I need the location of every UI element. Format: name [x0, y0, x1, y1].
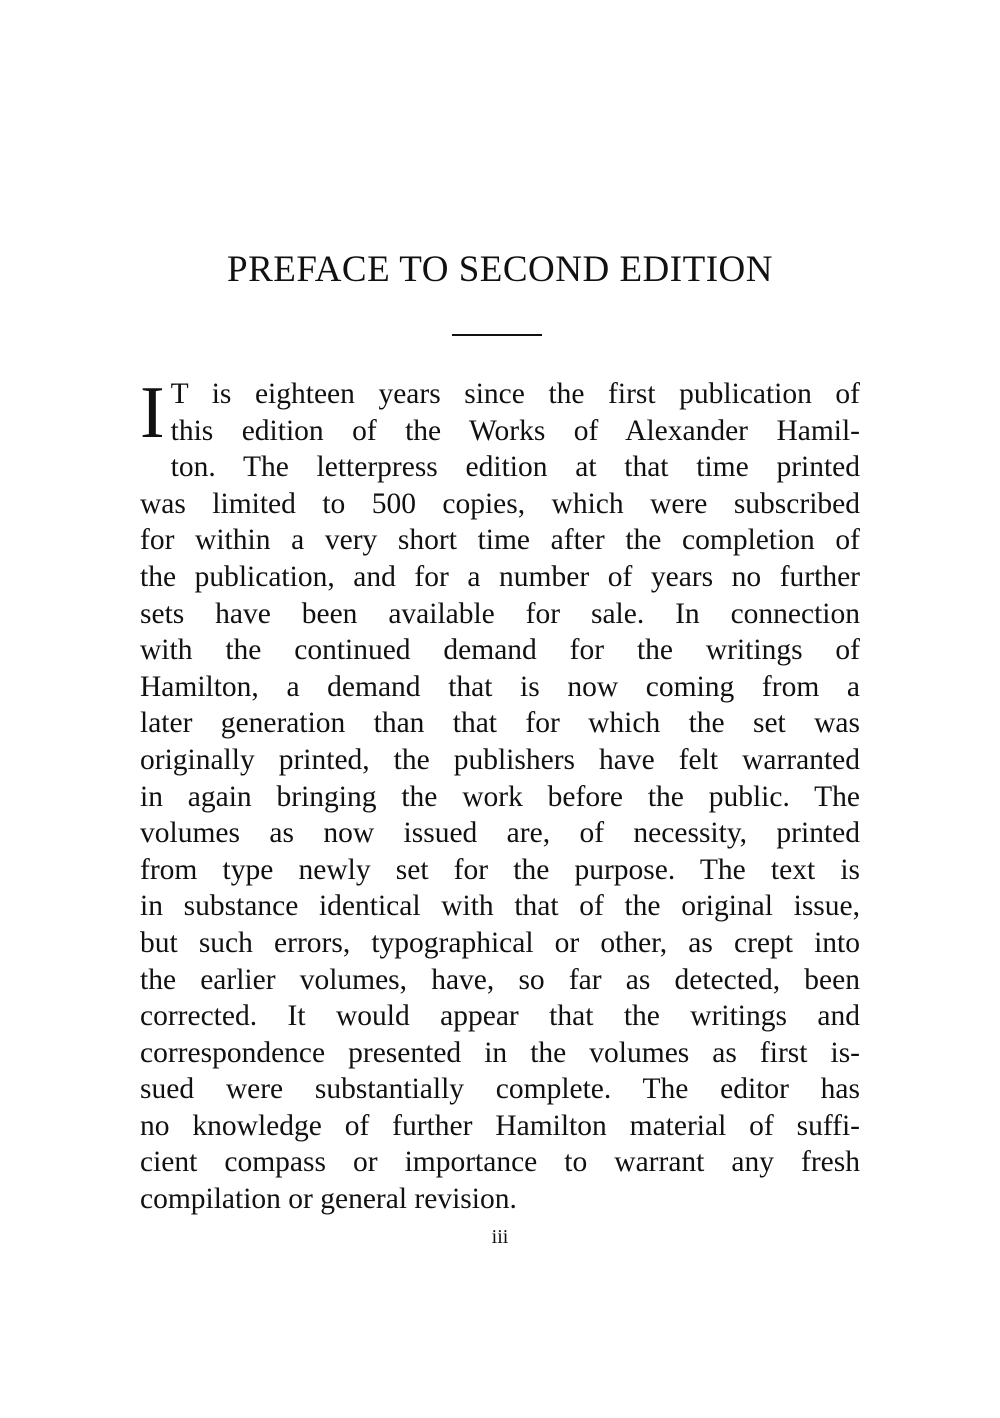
text-line: correspondence presented in the volumes as first is- — [140, 1036, 860, 1069]
text-line: the publication, and for a number of years no further — [140, 560, 860, 593]
page-number: iii — [491, 1226, 509, 1248]
text-line: but such errors, typographical or other, as crept into — [140, 926, 860, 959]
text-line: sued were substantially complete. The editor has — [140, 1073, 860, 1106]
text-line: this edition of the Works of Alexander Hamil- — [170, 414, 860, 447]
text-line: in substance identical with that of the original issue, — [140, 890, 860, 923]
text-line: the earlier volumes, have, so far as detected, been — [140, 963, 860, 996]
text-line: compilation or general revision. — [140, 1183, 517, 1216]
text-line: with the continued demand for the writings of — [140, 634, 860, 667]
text-line: no knowledge of further Hamilton material of suffi- — [140, 1109, 860, 1142]
text-line: originally printed, the publishers have felt warranted — [140, 743, 860, 776]
page-title: PREFACE TO SECOND EDITION — [227, 249, 773, 290]
text-line: from type newly set for the purpose. The text is — [140, 853, 860, 886]
text-line: T is eighteen years since the first publication of — [170, 378, 860, 410]
text-line: sets have been available for sale. In connection — [140, 597, 860, 630]
text-line: in again bringing the work before the public. The — [140, 780, 860, 813]
text-line: cient compass or importance to warrant any fresh — [140, 1146, 860, 1179]
text-line: was limited to 500 copies, which were subscribed — [140, 487, 860, 520]
text-line: corrected. It would appear that the writings and — [140, 1000, 860, 1033]
text-line: Hamilton, a demand that is now coming from a — [140, 670, 860, 703]
text-line: ton. The letterpress edition at that time printed — [170, 451, 860, 484]
text-line: volumes as now issued are, of necessity, printed — [140, 817, 860, 850]
preface-paragraph — [140, 372, 860, 1218]
text-line: for within a very short time after the completion of — [140, 524, 860, 557]
text-line: later generation than that for which the set was — [140, 707, 860, 740]
drop-cap: I — [140, 372, 165, 454]
title-divider — [452, 334, 542, 336]
